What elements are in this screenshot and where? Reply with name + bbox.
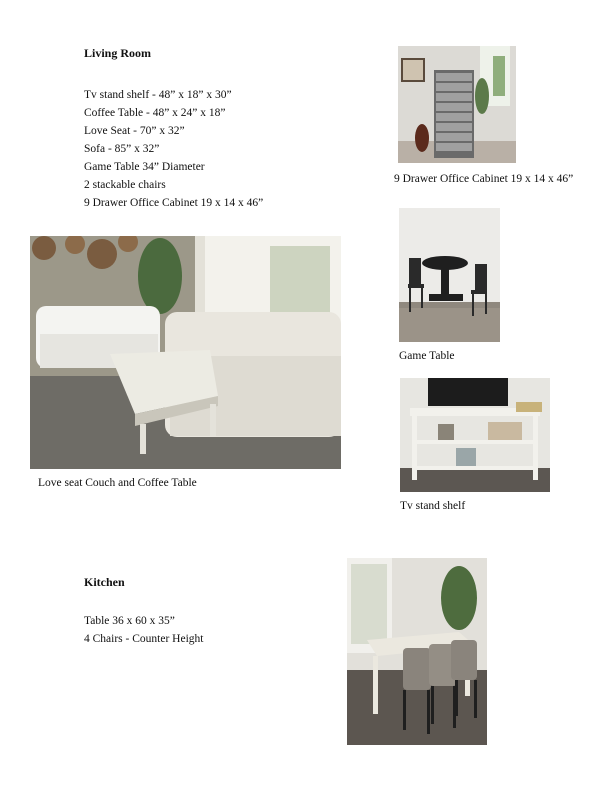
list-item-coffee-table: Coffee Table - 48” x 24” x 18”: [84, 107, 226, 119]
list-item-kitchen-table: Table 36 x 60 x 35”: [84, 615, 175, 627]
list-item-love-seat: Love Seat - 70” x 32”: [84, 125, 185, 137]
couch-caption: Love seat Couch and Coffee Table: [38, 477, 197, 489]
list-item-game-table: Game Table 34” Diameter: [84, 161, 205, 173]
cabinet-caption: 9 Drawer Office Cabinet 19 x 14 x 46”: [394, 173, 574, 185]
list-item-counter-chairs: 4 Chairs - Counter Height: [84, 633, 204, 645]
list-item-tv-stand: Tv stand shelf - 48” x 18” x 30”: [84, 89, 232, 101]
kitchen-table-photo: [347, 558, 487, 745]
kitchen-heading: Kitchen: [84, 575, 125, 589]
list-item-cabinet: 9 Drawer Office Cabinet 19 x 14 x 46”: [84, 197, 264, 209]
list-item-chairs: 2 stackable chairs: [84, 179, 166, 191]
tv-stand-caption: Tv stand shelf: [400, 500, 466, 512]
game-table-caption: Game Table: [399, 350, 455, 362]
kitchen-list: [84, 612, 203, 648]
living-room-heading: Living Room: [84, 46, 152, 60]
living-room-list: [84, 86, 263, 212]
tv-stand-photo: [400, 378, 550, 492]
couch-photo: [30, 236, 341, 469]
game-table-photo: [399, 208, 500, 342]
list-item-sofa: Sofa - 85” x 32”: [84, 143, 160, 155]
cabinet-photo: [398, 46, 516, 163]
